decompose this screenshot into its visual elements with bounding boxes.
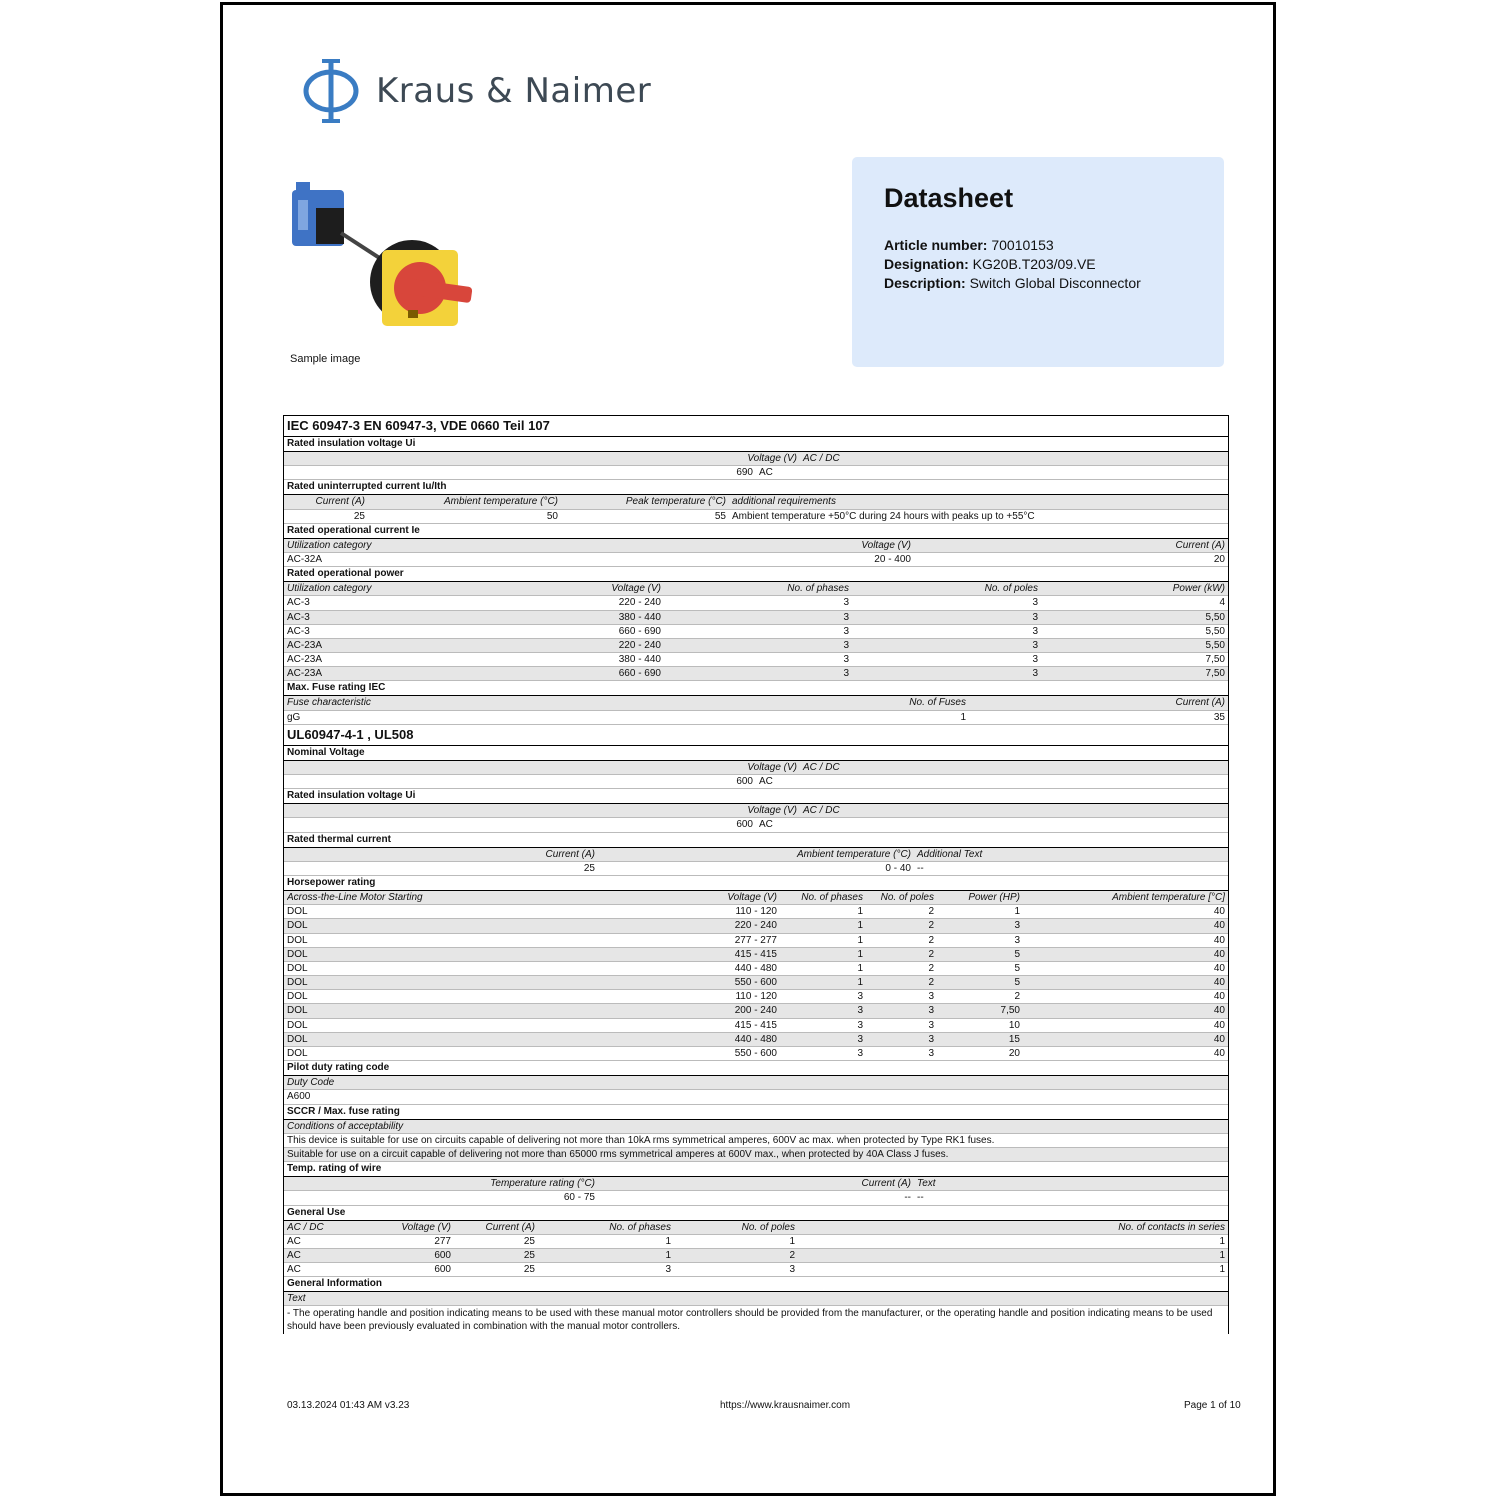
table-row: [284, 862, 1228, 876]
section-title: Rated operational power: [284, 567, 1228, 582]
header-cell: No. of phases: [787, 583, 849, 595]
cell: 40: [1213, 977, 1225, 989]
header-cell: Voltage (V): [747, 805, 797, 817]
cell: 2: [1014, 991, 1020, 1003]
header-cell: AC / DC: [803, 761, 840, 773]
cell: AC-23A: [287, 639, 323, 651]
header-cell: No. of contacts in series: [1118, 1221, 1225, 1233]
header-cell: Current (A): [1175, 539, 1225, 551]
cell: 35: [1213, 711, 1225, 723]
cell: 25: [523, 1264, 535, 1276]
spec-table: [283, 415, 1229, 1334]
cell: 25: [523, 1249, 535, 1261]
cell: 3: [665, 1264, 671, 1276]
cell: 110 - 120: [735, 991, 777, 1003]
cell: AC-3: [287, 625, 310, 637]
cell: AC-3: [287, 611, 310, 623]
cell: 1: [665, 1235, 671, 1247]
table-row: [284, 611, 1228, 625]
cell: AC: [287, 1264, 301, 1276]
table-row: [284, 818, 1228, 832]
cell: 7,50: [1205, 668, 1225, 680]
cell: 5: [1014, 962, 1020, 974]
section-title: SCCR / Max. fuse rating: [284, 1105, 1228, 1120]
table-header-row: [284, 452, 1228, 466]
header-cell: AC / DC: [803, 453, 840, 464]
cell: 1: [1219, 1235, 1225, 1247]
section-title: Rated insulation voltage Ui: [284, 437, 1228, 452]
cell: AC: [759, 776, 773, 787]
cell: 660 - 690: [618, 625, 661, 637]
table-row: [284, 1148, 1228, 1162]
header-cell: No. of phases: [609, 1221, 671, 1233]
cell: 40: [1213, 934, 1225, 946]
general-info-text: - The operating handle and position indicating means to be used with these manual motor controllers should be provided from the manufacturer, or the operating handle and position indicating means to be used should have been previously evaluated in combination with the manual motor controllers.: [287, 1308, 1213, 1333]
cell: --: [917, 862, 924, 874]
description-label: Description:: [884, 275, 966, 291]
header-cell: AC / DC: [287, 1221, 324, 1233]
cell: DOL: [287, 977, 308, 989]
cell: 690: [736, 467, 753, 479]
header-cell: No. of poles: [880, 891, 934, 903]
designation-value: KG20B.T203/09.VE: [972, 256, 1096, 272]
header-cell: AC / DC: [803, 805, 840, 817]
table-header-row: [284, 891, 1228, 905]
cell: 5,50: [1205, 625, 1225, 637]
cell: 3: [1032, 625, 1038, 637]
cell: 20 - 400: [874, 553, 911, 565]
cell: 1: [857, 906, 863, 918]
header-cell: additional requirements: [732, 496, 836, 508]
table-row: [284, 1004, 1228, 1018]
cell: 25: [583, 862, 595, 874]
cell: 40: [1213, 1048, 1225, 1059]
table-row: [284, 1263, 1228, 1277]
cell: 1: [789, 1235, 795, 1247]
cell: 440 - 480: [734, 962, 777, 974]
table-row: [284, 510, 1228, 524]
header-cell: Current (A): [485, 1221, 535, 1233]
section-title: Temp. rating of wire: [284, 1162, 1228, 1177]
cell: 20: [1008, 1048, 1020, 1059]
table-header-row: [284, 848, 1228, 862]
cell: DOL: [287, 1005, 308, 1017]
table-row: [284, 948, 1228, 962]
table-row: [284, 1033, 1228, 1047]
table-header-row: [284, 582, 1228, 596]
cell: 660 - 690: [618, 668, 661, 680]
table-row: [284, 1019, 1228, 1033]
footer-timestamp: 03.13.2024 01:43 AM v3.23: [287, 1400, 410, 1411]
header-cell: Additional Text: [917, 848, 983, 860]
cell: 0 - 40: [885, 862, 911, 874]
cell: 3: [1032, 639, 1038, 651]
table-row: [284, 775, 1228, 789]
cell: AC: [759, 467, 773, 479]
header-cell: Power (HP): [968, 891, 1020, 903]
cell: 3: [789, 1264, 795, 1276]
table-row: [284, 919, 1228, 933]
table-row: [284, 1249, 1228, 1263]
table-header-row: [284, 1177, 1228, 1191]
header-cell: No. of poles: [741, 1221, 795, 1233]
cell: 600: [736, 776, 753, 787]
cell: gG: [287, 711, 301, 723]
cell: 550 - 600: [734, 1048, 777, 1059]
cell: 3: [857, 991, 863, 1003]
cell: 3: [928, 1005, 934, 1017]
ul-standard-heading: UL60947-4-1 , UL508: [284, 725, 1228, 746]
cell: 3: [857, 1033, 863, 1045]
header-cell: Voltage (V): [611, 583, 661, 595]
cell: 440 - 480: [734, 1033, 777, 1045]
table-row: [284, 553, 1228, 567]
table-row: [284, 466, 1228, 480]
cell: A600: [287, 1091, 311, 1103]
description: [884, 274, 1192, 293]
cell: DOL: [287, 1048, 308, 1059]
article-label: Article number:: [884, 237, 988, 253]
cell: 20: [1213, 553, 1225, 565]
cell: 600: [434, 1249, 451, 1261]
cell: 55: [714, 510, 726, 522]
table-row: [284, 625, 1228, 639]
cell: AC: [287, 1249, 301, 1261]
cell: 1: [857, 977, 863, 989]
cell: 3: [928, 1019, 934, 1031]
description-value: Switch Global Disconnector: [969, 275, 1141, 291]
cell: 3: [1014, 934, 1020, 946]
cell: This device is suitable for use on circuits capable of delivering not more than 10kA rms symmetrical amperes, 600V ac max. when protected by Type RK1 fuses.: [287, 1134, 995, 1146]
iec-standard-heading: IEC 60947-3 EN 60947-3, VDE 0660 Teil 107: [284, 416, 1228, 437]
header-cell: Voltage (V): [401, 1221, 451, 1233]
section-title: Nominal Voltage: [284, 746, 1228, 761]
cell: 5: [1014, 977, 1020, 989]
cell: 40: [1213, 962, 1225, 974]
section-title: Rated operational current Ie: [284, 524, 1228, 539]
cell: 600: [736, 819, 753, 831]
cell: AC-23A: [287, 668, 323, 680]
cell: 1: [857, 920, 863, 932]
brand-name: Kraus & Naimer: [376, 71, 652, 111]
cell: AC: [759, 819, 773, 831]
cell: DOL: [287, 934, 308, 946]
section-title: Pilot duty rating code: [284, 1061, 1228, 1076]
table-row: [284, 711, 1228, 725]
cell: 3: [843, 597, 849, 609]
table-row: [284, 1090, 1228, 1104]
table-header-row: [284, 1221, 1228, 1235]
cell: 3: [1032, 668, 1038, 680]
header-cell: Fuse characteristic: [287, 697, 371, 709]
datasheet-info-box: [852, 157, 1224, 367]
cell: 380 - 440: [618, 654, 661, 666]
table-header-row: [284, 495, 1228, 509]
table-row: [284, 667, 1228, 681]
cell: 1: [857, 962, 863, 974]
table-row: [284, 1235, 1228, 1249]
cell: 25: [353, 510, 365, 522]
datasheet-title: Datasheet: [884, 183, 1014, 213]
cell: 3: [1032, 654, 1038, 666]
cell: 7,50: [1205, 654, 1225, 666]
header-cell: Current (A): [545, 848, 595, 860]
article-value: 70010153: [991, 237, 1054, 253]
table-row: [284, 1191, 1228, 1205]
header-cell: Ambient temperature [°C]: [1112, 891, 1225, 903]
header-cell: Voltage (V): [727, 891, 777, 903]
cell: AC-32A: [287, 553, 323, 565]
cell: 380 - 440: [618, 611, 661, 623]
cell: 40: [1213, 991, 1225, 1003]
header-cell: Ambient temperature (°C): [443, 496, 558, 508]
header-cell: Text: [917, 1178, 936, 1190]
header-cell: Text: [287, 1293, 306, 1305]
section-title: Horsepower rating: [284, 876, 1228, 891]
section-title: Rated insulation voltage Ui: [284, 789, 1228, 804]
cell: 550 - 600: [734, 977, 777, 989]
cell: DOL: [287, 1033, 308, 1045]
header-cell: No. of phases: [801, 891, 863, 903]
cell: --: [904, 1192, 911, 1204]
cell: 60 - 75: [563, 1192, 595, 1204]
table-header-row: [284, 1292, 1228, 1306]
cell: --: [917, 1192, 924, 1204]
cell: 2: [928, 934, 934, 946]
table-header-row: [284, 696, 1228, 710]
cell: 3: [843, 654, 849, 666]
cell: Ambient temperature +50°C during 24 hours with peaks up to +55°C: [732, 510, 1035, 522]
header-cell: Current (A): [1175, 697, 1225, 709]
section-title: Rated thermal current: [284, 833, 1228, 848]
header-cell: No. of poles: [984, 583, 1038, 595]
cell: 2: [928, 962, 934, 974]
cell: DOL: [287, 906, 308, 918]
table-row: [284, 905, 1228, 919]
cell: 2: [928, 977, 934, 989]
header-cell: Peak temperature (°C): [625, 496, 726, 508]
cell: DOL: [287, 962, 308, 974]
header-cell: No. of Fuses: [909, 697, 966, 709]
cell: 1: [1219, 1249, 1225, 1261]
product-image: [286, 178, 482, 330]
cell: 25: [523, 1235, 535, 1247]
header-cell: Voltage (V): [747, 453, 797, 464]
table-row: [284, 639, 1228, 653]
cell: 220 - 240: [618, 597, 661, 609]
cell: 40: [1213, 1019, 1225, 1031]
designation: [884, 255, 1192, 274]
cell: 15: [1008, 1033, 1020, 1045]
cell: 2: [789, 1249, 795, 1261]
cell: 5,50: [1205, 639, 1225, 651]
footer-url[interactable]: https://www.krausnaimer.com: [720, 1400, 851, 1411]
cell: 3: [843, 625, 849, 637]
cell: 1: [857, 948, 863, 960]
header-cell: Across-the-Line Motor Starting: [287, 891, 423, 903]
cell: 415 - 415: [734, 948, 777, 960]
cell: 1: [1219, 1264, 1225, 1276]
header-cell: Current (A): [861, 1178, 911, 1190]
cell: DOL: [287, 1019, 308, 1031]
cell: 220 - 240: [618, 639, 661, 651]
cell: 40: [1213, 1033, 1225, 1045]
cell: DOL: [287, 991, 308, 1003]
header-cell: Voltage (V): [747, 761, 797, 773]
cell: AC-23A: [287, 654, 323, 666]
cell: 3: [857, 1005, 863, 1017]
cell: 40: [1213, 1005, 1225, 1017]
phi-logo-icon: [302, 57, 360, 125]
header-cell: Utilization category: [287, 539, 372, 551]
cell: Suitable for use on a circuit capable of delivering not more than 65000 rms symmetrical amperes at 600V max., when protected by 40A Class J fuses.: [287, 1148, 949, 1160]
cell: 1: [1014, 906, 1020, 918]
table-row: [284, 596, 1228, 610]
table-header-row: [284, 1076, 1228, 1090]
header-cell: Voltage (V): [861, 539, 911, 551]
table-row: [284, 990, 1228, 1004]
cell: 3: [843, 639, 849, 651]
cell: DOL: [287, 948, 308, 960]
cell: 277: [434, 1235, 451, 1247]
cell: AC: [287, 1235, 301, 1247]
cell: 3: [843, 668, 849, 680]
cell: 40: [1213, 948, 1225, 960]
designation-label: Designation:: [884, 256, 969, 272]
table-header-row: [284, 1120, 1228, 1134]
cell: 2: [928, 920, 934, 932]
cell: 110 - 120: [735, 906, 777, 918]
header-cell: Temperature rating (°C): [490, 1178, 595, 1190]
cell: 3: [1032, 611, 1038, 623]
cell: 220 - 240: [734, 920, 777, 932]
table-row: [284, 934, 1228, 948]
section-title: Rated uninterrupted current Iu/Ith: [284, 480, 1228, 495]
cell: 3: [928, 1033, 934, 1045]
cell: 2: [928, 948, 934, 960]
header-cell: Power (kW): [1172, 583, 1225, 595]
table-row: [284, 1134, 1228, 1148]
cell: 3: [857, 1019, 863, 1031]
table-header-row: [284, 804, 1228, 818]
section-title: General Information: [284, 1277, 1228, 1292]
cell: 600: [434, 1264, 451, 1276]
cell: 5: [1014, 948, 1020, 960]
table-row: [284, 962, 1228, 976]
header-cell: Utilization category: [287, 583, 372, 595]
footer-page-number: Page 1 of 10: [1184, 1400, 1241, 1411]
cell: AC-3: [287, 597, 310, 609]
cell: 1: [960, 711, 966, 723]
cell: 3: [1032, 597, 1038, 609]
section-title: Max. Fuse rating IEC: [284, 681, 1228, 696]
table-row: [284, 976, 1228, 990]
table-row: [284, 653, 1228, 667]
cell: 4: [1219, 597, 1225, 609]
brand-logo: [302, 56, 651, 126]
cell: 40: [1213, 920, 1225, 932]
table-header-row: [284, 539, 1228, 553]
cell: 3: [1014, 920, 1020, 932]
cell: 2: [928, 906, 934, 918]
section-title: General Use: [284, 1206, 1228, 1221]
cell: 277 - 277: [734, 934, 777, 946]
cell: 3: [857, 1048, 863, 1059]
cell: 50: [546, 510, 558, 522]
header-cell: Conditions of acceptability: [287, 1120, 404, 1132]
cell: 3: [928, 991, 934, 1003]
cell: 1: [857, 934, 863, 946]
cell: 415 - 415: [734, 1019, 777, 1031]
cell: 1: [665, 1249, 671, 1261]
cell: 3: [843, 611, 849, 623]
header-cell: Duty Code: [287, 1077, 335, 1089]
cell: 40: [1213, 906, 1225, 918]
table-header-row: [284, 761, 1228, 775]
header-cell: Ambient temperature (°C): [796, 848, 911, 860]
cell: 10: [1008, 1019, 1020, 1031]
cell: 3: [928, 1048, 934, 1059]
header-cell: Current (A): [315, 496, 365, 508]
cell: 5,50: [1205, 611, 1225, 623]
table-row: [284, 1047, 1228, 1061]
cell: 7,50: [1000, 1005, 1020, 1017]
cell: 200 - 240: [734, 1005, 777, 1017]
cell: DOL: [287, 920, 308, 932]
article-number: [884, 236, 1192, 255]
sample-image-caption: Sample image: [290, 353, 361, 365]
